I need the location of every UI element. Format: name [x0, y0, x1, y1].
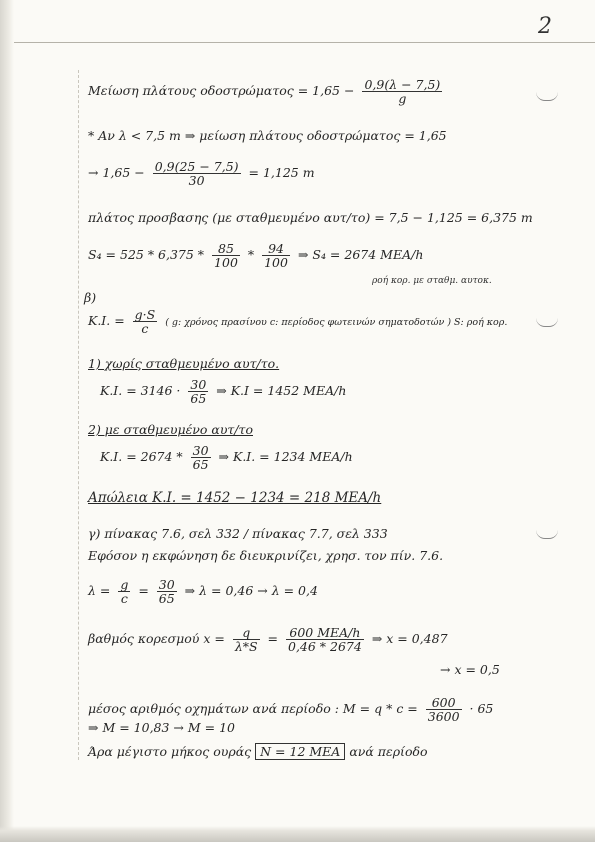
fraction-denominator: 100	[214, 255, 238, 271]
reduction-calculation	[88, 160, 315, 187]
text-segment: · 65	[465, 701, 494, 717]
case-1-calculation	[100, 378, 346, 405]
text-segment: *	[243, 247, 259, 263]
case-2-calculation	[100, 444, 353, 471]
text-segment: 1) χωρίς σταθμευμένο αυτ/το.	[88, 356, 280, 371]
text-segment: K.I. = 3146 ·	[100, 383, 185, 399]
table-choice-line: Εφόσον η εκφώνηση δε διευκρινίζει, χρησ. τον πίν. 7.6.	[88, 548, 444, 563]
saturation-flow-note: ροή κορ. με σταθμ. αυτοκ.	[372, 276, 492, 286]
fraction-numerator: 600	[426, 696, 462, 710]
scan-edge-bottom	[0, 826, 595, 842]
fraction	[233, 626, 260, 653]
saturation-flow-calculation	[88, 242, 423, 269]
green-ratio-calculation	[88, 578, 318, 605]
fraction	[362, 78, 442, 105]
boxed-answer: N = 12 ΜΕΑ	[255, 743, 345, 760]
fraction-numerator: 30	[158, 577, 175, 592]
mean-vehicles-result: ⇒ M = 10,83 → M = 10	[88, 720, 235, 735]
fraction-numerator: 0,9(25 − 7,5)	[154, 159, 239, 174]
saturation-rounded: → x = 0,5	[440, 662, 500, 677]
fraction-numerator: 30	[190, 377, 207, 392]
page-number: 2	[538, 14, 552, 39]
text-segment: ⇒ K.I. = 1234 ΜΕΑ/h	[214, 449, 353, 465]
fraction-denominator: g	[398, 91, 407, 107]
section-b-label: β)	[84, 290, 97, 305]
text-segment: K.I. = 2674 *	[100, 449, 187, 465]
text-segment: ⇒ x = 0,487	[367, 631, 448, 647]
text-segment: λ =	[88, 583, 115, 599]
case-1-heading	[88, 356, 279, 371]
fraction	[188, 378, 208, 405]
fraction-numerator: 600 ΜΕΑ/h	[286, 626, 364, 640]
fraction	[157, 578, 177, 605]
fraction	[153, 160, 241, 187]
check-mark	[536, 318, 558, 327]
final-answer-line	[88, 744, 428, 759]
fraction-denominator: c	[141, 321, 149, 337]
fraction-numerator: q	[233, 626, 260, 640]
fraction-denominator: 65	[158, 591, 175, 607]
degree-of-saturation-calculation	[88, 626, 448, 653]
text-segment: ανά περίοδο	[345, 744, 428, 759]
fraction-numerator: g	[120, 577, 129, 592]
capacity-loss-line	[88, 490, 381, 506]
text-segment: Απώλεια K.I. = 1452 − 1234 = 218 ΜΕΑ/h	[88, 490, 382, 506]
case-2-heading	[88, 422, 253, 437]
text-segment: βαθμός κορεσμού x =	[88, 631, 229, 647]
text-segment: Άρα μέγιστο μήκος ουράς	[88, 744, 256, 759]
text-segment: = 1,125 m	[244, 165, 315, 181]
check-mark	[536, 530, 558, 539]
text-segment: K.I. =	[88, 313, 129, 329]
fraction	[133, 308, 158, 335]
text-segment: ⇒ S₄ = 2674 ΜΕΑ/h	[293, 247, 424, 263]
capacity-formula	[88, 308, 507, 335]
road-width-reduction-formula	[88, 78, 446, 105]
fraction	[118, 578, 130, 605]
fraction	[426, 696, 462, 723]
formula-legend: ( g: χρόνος πρασίνου c: περίοδος φωτεινών σηματοδοτών ) S: ροή κορ.	[165, 317, 508, 329]
fraction-denominator: 30	[188, 173, 205, 189]
text-segment: =	[263, 631, 282, 647]
text-segment: Μείωση πλάτους οδοστρώματος = 1,65 −	[88, 83, 359, 99]
fraction-denominator: 100	[264, 255, 288, 271]
access-width-line: πλάτος προσβασης (με σταθμευμένο αυτ/το) = 7,5 − 1,125 = 6,375 m	[88, 210, 533, 225]
text-segment: ⇒ K.I = 1452 ΜΕΑ/h	[212, 383, 347, 399]
text-segment: → 1,65 −	[88, 165, 149, 181]
fraction	[212, 242, 240, 269]
condition-line: * Αν λ < 7,5 m ⇒ μείωση πλάτους οδοστρώματος = 1,65	[88, 128, 447, 143]
fraction-denominator: λ*S	[234, 639, 258, 655]
text-segment: S₄ = 525 * 6,375 *	[88, 247, 209, 263]
page-top-rule	[14, 42, 595, 43]
fraction-denominator: 65	[190, 391, 207, 407]
text-segment: ⇒ λ = 0,46 → λ = 0,4	[180, 583, 318, 599]
text-segment: μέσος αριθμός οχημάτων ανά περίοδο : M = q * c =	[88, 701, 422, 717]
scan-edge-left	[0, 0, 14, 842]
fraction	[286, 626, 364, 653]
fraction	[262, 242, 290, 269]
fraction-denominator: 65	[192, 457, 209, 473]
fraction-numerator: g·S	[134, 307, 156, 322]
text-segment: 2) με σταθμευμένο αυτ/το	[88, 422, 253, 437]
fraction-denominator: c	[120, 591, 128, 607]
fraction-numerator: 30	[192, 443, 209, 458]
fraction	[191, 444, 211, 471]
text-segment: =	[134, 583, 153, 599]
check-mark	[536, 92, 558, 101]
fraction-numerator: 85	[212, 242, 240, 256]
fraction-numerator: 94	[262, 242, 290, 256]
fraction-numerator: 0,9(λ − 7,5)	[364, 77, 441, 92]
page-margin-line	[78, 70, 79, 760]
fraction-denominator: 3600	[427, 709, 460, 725]
table-reference-line: γ) πίνακας 7.6, σελ 332 / πίνακας 7.7, σελ 333	[88, 526, 388, 541]
fraction-denominator: 0,46 * 2674	[288, 639, 362, 655]
